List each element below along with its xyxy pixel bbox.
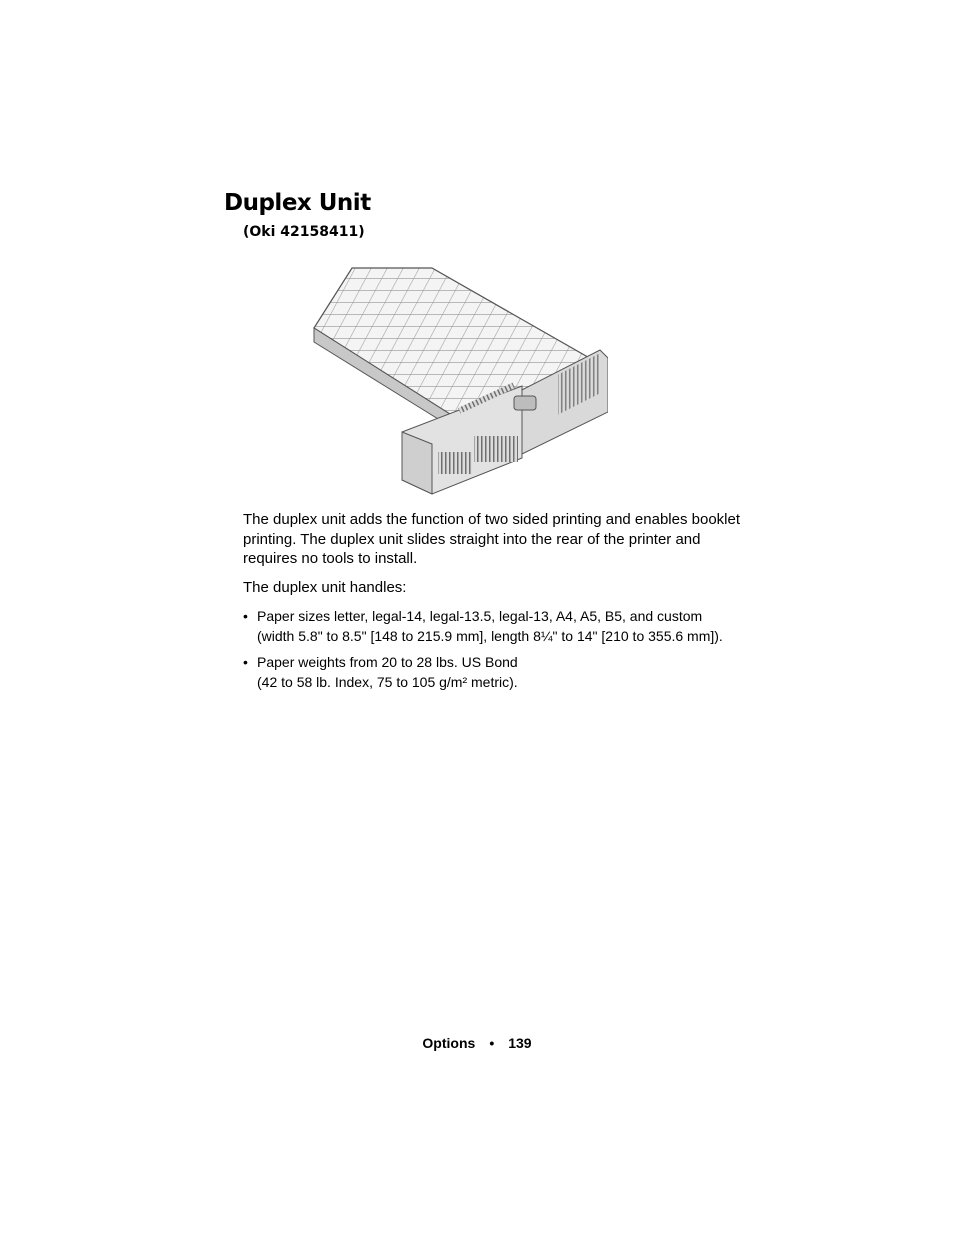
page-number: 139 — [508, 1035, 532, 1051]
footer-separator: • — [489, 1035, 495, 1051]
duplex-unit-illustration — [308, 266, 608, 498]
footer-section: Options — [422, 1035, 476, 1051]
intro-paragraph: The duplex unit adds the function of two sided printing and enables booklet printing. The duplex unit slides straight into the rear of the printer and requires no tools to install. — [243, 511, 741, 567]
list-item — [243, 607, 743, 646]
paper-sizes-text: Paper sizes letter, legal-14, legal-13.5, legal-13, A4, A5, B5, and custom (width 5.8" to 8.5" [148 to 215.9 mm], length 8¼" to 14" [210 to 355.6 mm]). — [257, 608, 723, 644]
bullet-glyph: • — [243, 654, 248, 670]
part-number: (Oki 42158411) — [243, 224, 365, 240]
page-footer — [0, 1034, 954, 1052]
paper-weights-text: Paper weights from 20 to 28 lbs. US Bond (42 to 58 lb. Index, 75 to 105 g/m² metric). — [257, 654, 518, 690]
list-item — [243, 653, 743, 692]
bullet-glyph: • — [243, 608, 248, 624]
paper-spec-list — [243, 607, 743, 699]
page-title: Duplex Unit — [224, 190, 371, 216]
handles-label: The duplex unit handles: — [243, 579, 407, 596]
duplex-unit-icon — [308, 266, 608, 498]
